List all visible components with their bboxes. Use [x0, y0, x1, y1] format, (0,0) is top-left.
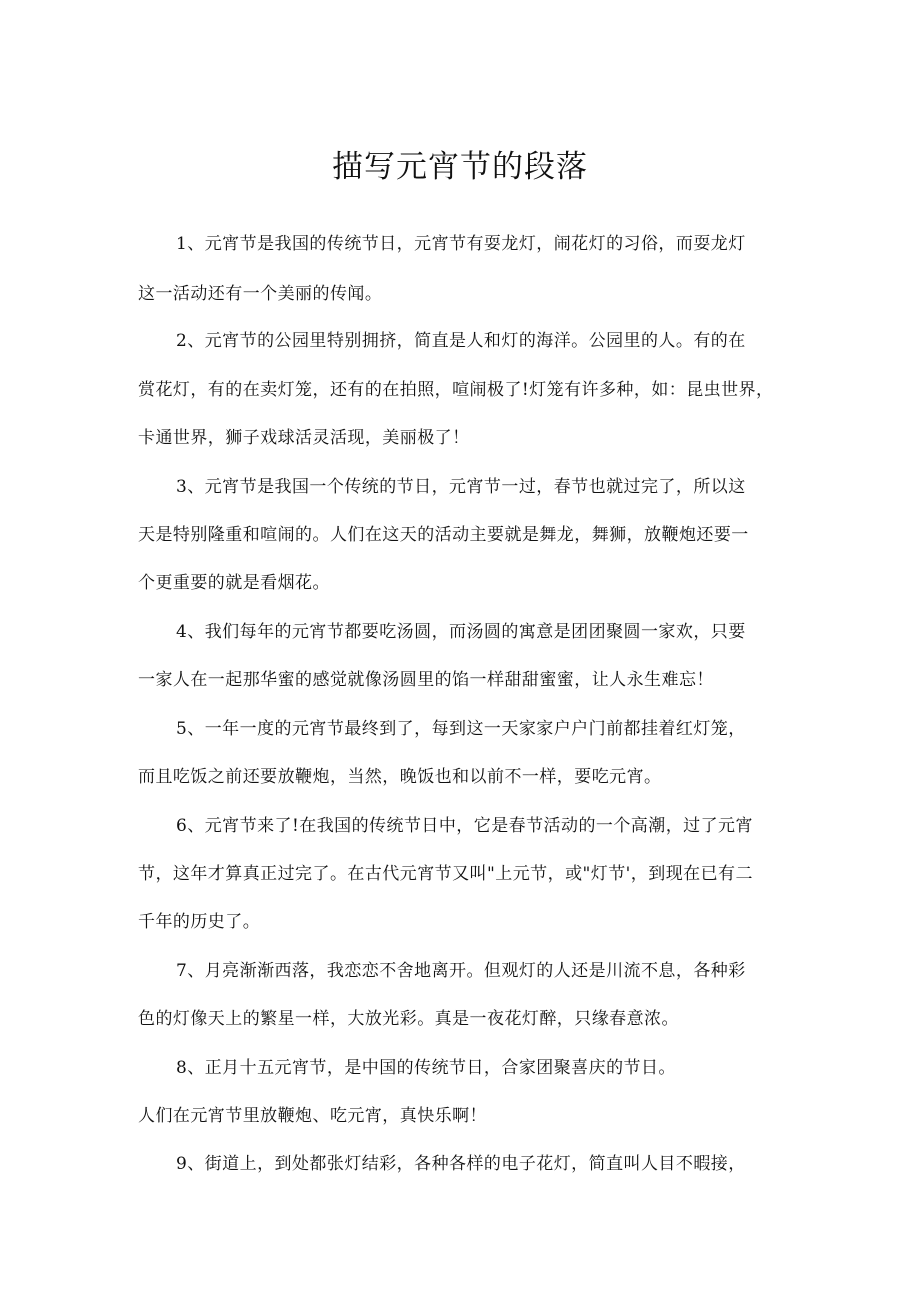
paragraph-6-line-1: 6、元宵节来了!在我国的传统节日中，它是春节活动的一个高潮，过了元宵 — [176, 816, 753, 836]
paragraph-2-line-1: 2、元宵节的公园里特别拥挤，简直是人和灯的海洋。公园里的人。有的在 — [176, 331, 746, 351]
paragraph-3-line-1: 3、元宵节是我国一个传统的节日，元宵节一过，春节也就过完了，所以这 — [176, 477, 746, 497]
paragraph-5-line-2: 而且吃饭之前还要放鞭炮，当然，晚饭也和以前不一样，要吃元宵。 — [138, 767, 662, 787]
paragraph-1-line-1: 1、元宵节是我国的传统节日，元宵节有耍龙灯，闹花灯的习俗，而耍龙灯 — [176, 234, 746, 254]
page-title: 描写元宵节的段落 — [332, 149, 588, 185]
paragraph-1-line-2: 这一活动还有一个美丽的传闻。 — [138, 284, 383, 304]
paragraph-6-line-2: 节，这年才算真正过完了。在古代元宵节又叫"上元节，或"灯节'，到现在已有二 — [138, 864, 753, 884]
paragraph-8-line-2: 人们在元宵节里放鞭炮、吃元宵，真快乐啊！ — [138, 1106, 487, 1126]
paragraph-4-line-2: 一家人在一起那华蜜的感觉就像汤圆里的馅一样甜甜蜜蜜，让人永生难忘！ — [138, 670, 714, 690]
paragraph-7-line-1: 7、月亮渐渐西落，我恋恋不舍地离开。但观灯的人还是川流不息，各种彩 — [176, 961, 746, 981]
paragraph-4-line-1: 4、我们每年的元宵节都要吃汤圆，而汤圆的寓意是团团聚圆一家欢，只要 — [176, 622, 746, 642]
paragraph-2-line-3: 卡通世界，狮子戏球活灵活现，美丽极了！ — [138, 428, 470, 448]
paragraph-3-line-3: 个更重要的就是看烟花。 — [138, 573, 330, 593]
paragraph-2-line-2: 赏花灯，有的在卖灯笼，还有的在拍照，喧闹极了!灯笼有许多种，如：昆虫世界， — [138, 380, 774, 400]
paragraph-8-line-1: 8、正月十五元宵节，是中国的传统节日，合家团聚喜庆的节日。 — [176, 1058, 676, 1078]
paragraph-9-line-1: 9、街道上，到处都张灯结彩，各种各样的电子花灯，简直叫人目不暇接， — [176, 1154, 746, 1174]
paragraph-3-line-2: 天是特别隆重和喧闹的。人们在这天的活动主要就是舞龙，舞狮，放鞭炮还要一 — [138, 525, 749, 545]
paragraph-6-line-3: 千年的历史了。 — [138, 912, 261, 932]
paragraph-7-line-2: 色的灯像天上的繁星一样，大放光彩。真是一夜花灯醉，只缘春意浓。 — [138, 1009, 679, 1029]
paragraph-5-line-1: 5、一年一度的元宵节最终到了，每到这一天家家户户门前都挂着红灯笼， — [176, 719, 746, 739]
